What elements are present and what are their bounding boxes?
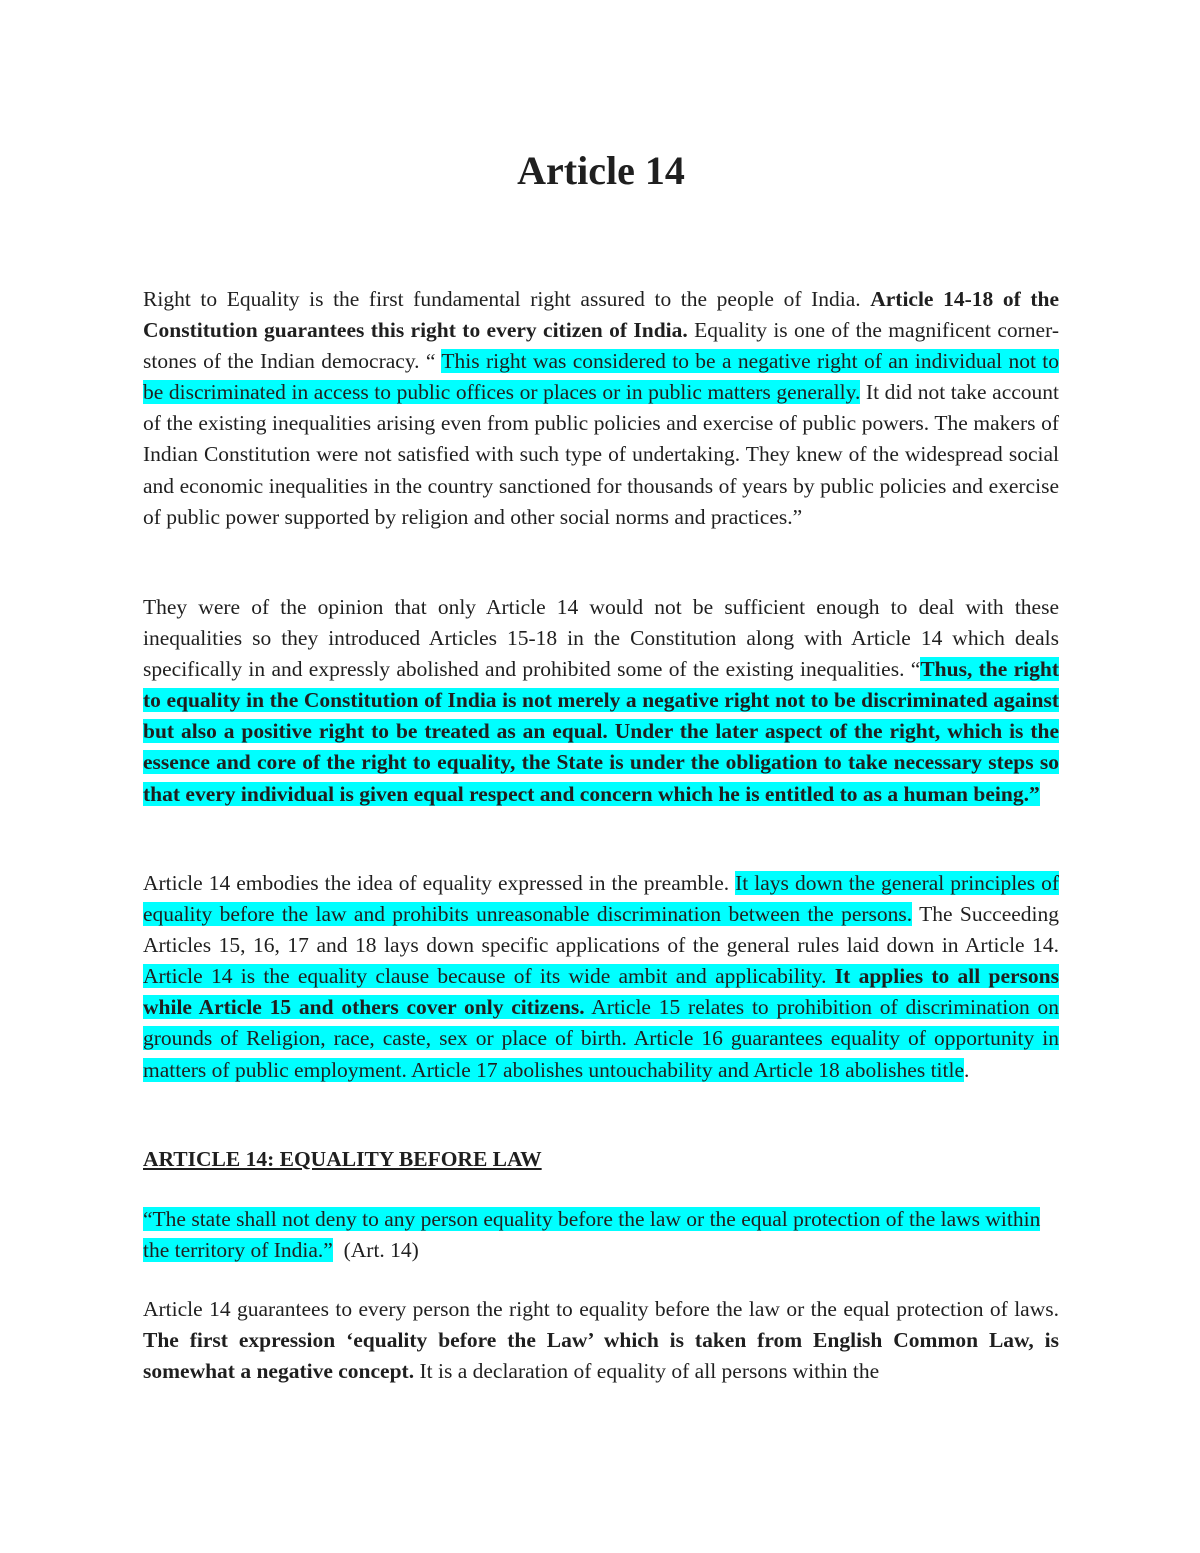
text-run: Article 14 embodies the idea of equality expressed in the preamble.	[143, 871, 736, 895]
text-run: .	[964, 1057, 970, 1082]
highlighted-bold-text-run: It applies to all persons while Article 15 and others cover only citizens.	[143, 964, 1059, 1020]
highlighted-text-run: It lays down the general principles of equality before the law and prohibits unreasonable discrimination between the persons.	[143, 871, 1060, 927]
paragraph-equality-before-law	[143, 1294, 1059, 1387]
highlighted-text-run: This right was considered to be a negative right of an individual not to be discriminated in access to public offices or places or in public matters generally.	[143, 349, 1059, 405]
bold-text-run: Article 14-18 of the Constitution guarantees this right to every citizen of India.	[143, 287, 1059, 343]
paragraph-right-to-equality	[143, 284, 1059, 533]
highlighted-quote: “The state shall not deny to any person equality before the law or the equal protection of the laws within the territory of India.”	[143, 1207, 1041, 1263]
text-run: It did not take account of the existing inequalities arising even from public policies and exercise of public powers. The makers of Indian Constitution were not satisfied with such type of undertaking. They knew of the widespread social and economic inequalities in the country sanctioned for thousands of years by public policies and exercise of public power supported by religion and other social norms and practices.”	[143, 380, 1059, 529]
highlighted-text-run: Article 14 is the equality clause because of its wide ambit and applicability.	[143, 964, 835, 989]
text-run: Right to Equality is the first fundamental right assured to the people of India.	[143, 287, 871, 311]
document-title: Article 14	[517, 148, 685, 193]
bold-text-run: The first expression ‘equality before the Law’ which is taken from English Common Law, is somewhat a negative concept.	[143, 1328, 1059, 1384]
section-heading: ARTICLE 14: EQUALITY BEFORE LAW	[143, 1147, 542, 1171]
citation: (Art. 14)	[332, 1238, 419, 1263]
highlighted-bold-text-run: Thus, the right to equality in the Constitution of India is not merely a negative right not to be discriminated against but also a positive right to be treated as an equal. Under the later aspect of the right, which is the essence and core of the right to equality, the State is under the obligation to take necessary steps so that every individual is given equal respect and concern which he is entitled to as a human being.”	[143, 657, 1059, 806]
text-run: Article 14 guarantees to every person the right to equality before the law or the equal protection of laws.	[143, 1297, 1059, 1321]
paragraph-articles-15-18	[143, 592, 1059, 810]
paragraph-article-14-embodies	[143, 868, 1059, 1086]
text-run: The Succeeding Articles 15, 16, 17 and 18 lays down specific applications of the general rules laid down in Article 14.	[143, 902, 1059, 958]
text-run: Equality is one of the magnificent corner-stones of the Indian democracy. “	[143, 318, 1059, 374]
text-run: It is a declaration of equality of all persons within the	[414, 1359, 880, 1384]
text-run: They were of the opinion that only Article 14 would not be sufficient enough to deal with these inequalities so they introduced Articles 15-18 in the Constitution along with Article 14 which deals specifically in and expressly abolished and prohibited some of the existing inequalities. “	[143, 595, 1059, 682]
quote-article-14	[143, 1204, 1059, 1266]
highlighted-text-run: Article 15 relates to prohibition of discrimination on grounds of Religion, race, caste, sex or place of birth. Article 16 guarantees equality of opportunity in matters of public employment. Article 17 abolishes untouchability and Article 18 abolishes title	[143, 995, 1059, 1082]
